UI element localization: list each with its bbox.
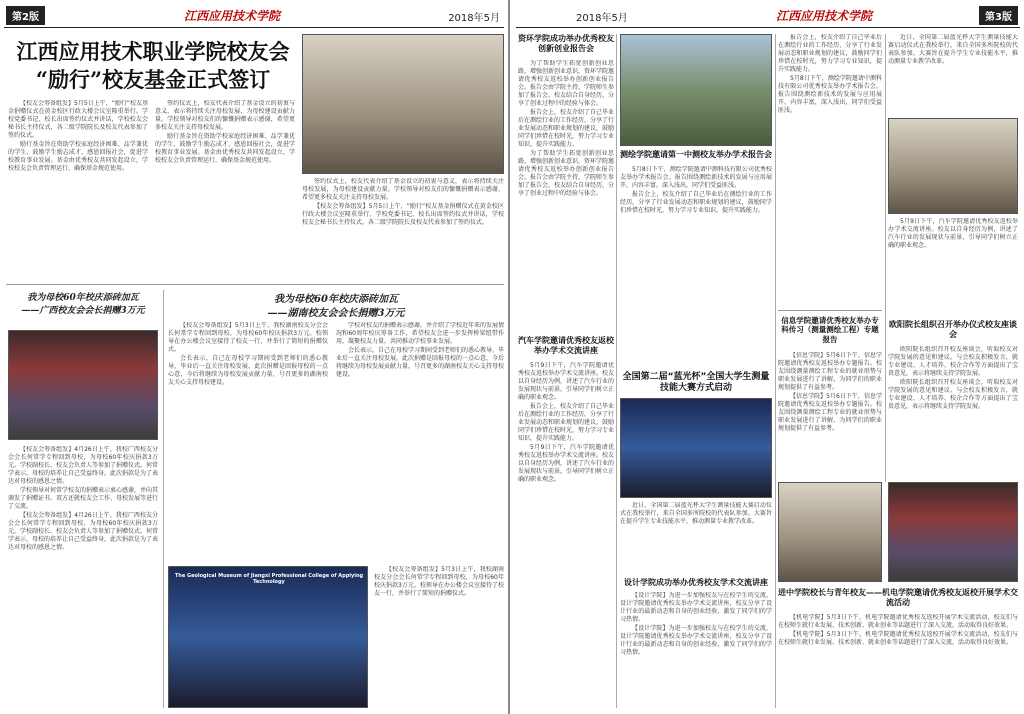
col6-paragraph-2: 【信息学院】5月6日下午，信息学院邀请优秀校友返校举办专题报告。校友围绕测量测绘工程专业的就业形势与职业发展进行了讲解，为同学们的职业规划提供了有益参考。 [778,393,882,432]
col1-paragraph-3: 为了帮助学生拓宽创新创业思路，增强创新创业意识，资环学院邀请优秀校友返校举办创新创业报告会。报告会由学院主持，学院师生参加了报告会。校友结合自身经历，分享了创业过程中的经验与体会。 [518,150,614,197]
story2-paragraph-2: 学校领导对何常学校友的捐赠表示衷心感谢，并向其颁发了捐赠证书。双方还就校友会工作、母校发展等进行了交流。 [8,487,158,510]
seminar-photo [778,482,882,582]
lead-paragraph: 【校友会筹备组发】5月5日上午，“励行”校友基金捐赠仪式在黄金校区行政大楼会议室隆重举行。学校党委书记、校长出席签约仪式并讲话，学校校友会秘书长主持仪式，各二级学院院长及校友代表参加了签约仪式。 [8,100,148,139]
section-divider [6,284,504,285]
col2-paragraph-2: 报告会上，校友介绍了自己毕业后在测绘行业的工作经历，分享了行业发展动态和职业规划的建议，鼓励同学们珍惜在校时光，努力学习专业知识，提升实践能力。 [620,191,772,214]
col6-headline: 信息学院邀请优秀校友举办专科传习（测量测绘工程）专题报告 [781,316,879,344]
lead-article-col1 [8,100,148,280]
story2-kicker-line1: 我为母校60年校庆添砖加瓦 [27,293,139,303]
col8-paragraph-2: 【机电学院】5月3日下午，机电学院邀请优秀校友返校开展学术交流活动，校友们与在校师生就行业发展、技术创新、就业创业等话题进行了深入交流，活动取得良好效果。 [778,631,1018,646]
col1-paragraph-1: 为了帮助学生拓宽创新创业思路，增强创新创业意识，资环学院邀请优秀校友返校举办创新创业报告会。报告会由学院主持，学院师生参加了报告会。校友结合自身经历，分享了创业过程中的经验与体会。 [518,60,614,107]
col3-headline: 汽车学院邀请优秀校友返校举办学术交流讲座 [518,336,614,355]
main-headline-line2: “励行”校友基金正式签订 [35,67,271,92]
col2-continued-paragraph-1: 报告会上，校友介绍了自己毕业后在测绘行业的工作经历，分享了行业发展动态和职业规划的建议，鼓励同学们珍惜在校时光，努力学习专业知识，提升实践能力。 [778,34,882,73]
museum-banner-text: The Geological Museum of Jiangxi Professional College of Applying Technology [174,573,364,585]
lead-paragraph-4: 励行基金旨在资助学校家庭经济困难、品学兼优的学生，鼓励学生励志成才，感恩回报社会，促进学校教育事业发展。基金由优秀校友共同发起设立，学校校友会负责管理运行，确保基金规范使用。 [155,133,295,164]
lead-paragraph-2: 励行基金旨在资助学校家庭经济困难、品学兼优的学生，鼓励学生励志成才，感恩回报社会，促进学校教育事业发展。基金由优秀校友共同发起设立，学校校友会负责管理运行，确保基金规范使用。 [8,141,148,172]
right-page-date: 2018年5月 [576,13,628,24]
right-page-number: 第3版 [979,6,1018,25]
lead-paragraph-5: 签约仪式上，校友代表介绍了基金设立的初衷与意义，表示将持续关注母校发展，为母校建设贡献力量。学校领导对校友们的慷慨捐赠表示感谢，希望更多校友关注支持母校发展。 [302,178,504,201]
col2-headline: 测绘学院邀请第一中测校友举办学术报告会 [620,150,772,159]
col4-paragraph-1: 近日，全国第二届蓝光杯大学生测量技能大赛启动仪式在我校举行，来自全国多所院校的代表队参加。大赛旨在提升学生专业技能水平，推动测量专业教学改革。 [620,502,772,525]
hunan-donation-photo [168,566,368,708]
left-paper-name: 江西应用技术学院 [184,9,281,23]
col2-continued-paragraph-2: 5月8日下午，测绘学院邀请中测科技有限公司优秀校友举办学术报告会。报告围绕测绘新技术的发展与应用展开，内容丰富，深入浅出，同学们受益匪浅。 [778,75,882,114]
right-page [512,0,1024,714]
col4b-text [888,218,1018,314]
col7-paragraph-1: 欧阳院长组织召开校友座谈会，听取校友对学院发展的意见和建议。与会校友积极发言，就专业建设、人才培养、校企合作等方面提出了宝贵意见，表示将继续支持学院发展。 [888,346,1018,377]
col5-headline: 设计学院成功举办优秀校友学术交流讲座 [624,578,768,587]
col8-text [778,614,1018,708]
col4-headline: 全国第二届“蓝光杯”全国大学生测量技能大赛方式启动 [622,372,770,394]
right-column-divider-2 [775,34,776,708]
col3-paragraph-2: 报告会上，校友介绍了自己毕业后在测绘行业的工作经历，分享了行业发展动态和职业规划的建议，鼓励同学们珍惜在校时光，努力学习专业知识，提升实践能力。 [518,403,614,442]
story3-paragraph-1: 【校友会筹备组发】5月3日上午，我校湖南校友分会会长何常学专程回到母校，为母校60年校庆捐款3万元。校领导在办公楼会议室接待了校友一行，并举行了简短的捐赠仪式。 [168,322,328,353]
story3-paragraph-3: 学校对校友的捐赠表示感谢，并介绍了学校近年来的发展情况和60周年校庆筹备工作，希望校友会进一步发挥桥梁纽带作用，凝聚校友力量，共同推动学校事业发展。 [336,322,504,345]
right-column-divider-3 [885,34,886,482]
alumni-meeting-photo [888,482,1018,582]
lead-paragraph-3: 签约仪式上，校友代表介绍了基金设立的初衷与意义，表示将持续关注母校发展，为母校建设贡献力量。学校领导对校友们的慷慨捐赠表示感谢，希望更多校友关注支持母校发展。 [155,100,295,131]
col4-text [620,502,772,572]
col3-paragraph-3: 5月9日下午，汽车学院邀请优秀校友返校举办学术交流讲座。校友以自身经历为例，讲述了汽车行业的发展现状与前景，引导同学们树立正确的职业观念。 [518,444,614,483]
column-divider [163,290,164,708]
col7-headline: 欧阳院长组织召开举办仪式校友座谈会 [889,320,1017,339]
story2-paragraph-1: 【校友会筹备组发】4月26日上午，我校广西校友分会会长何常学专程回到母校，为母校60年校庆捐款3万元。学校副校长、校友会负责人等参加了捐赠仪式。何常学表示，母校的培养让自己受益终身，此次捐款是为了表达对母校的感恩之情。 [8,446,158,485]
col5-text [620,592,772,708]
story3-paragraph-4: 会长表示，自己在母校学习期间受到老师们的悉心教导，毕业后一直关注母校发展，此次捐赠是回报母校的一点心意，今后将继续为母校发展贡献力量，号召更多的湖南校友关心支持母校建设。 [336,347,504,378]
right-page-header [516,4,1020,28]
col2-continued-text [778,34,882,304]
surveying-group-photo [620,34,772,146]
left-page [0,0,510,714]
lecture-hall-photo [888,118,1018,214]
col6-text [778,352,882,478]
contest-launch-photo [620,398,772,498]
left-page-header [4,4,504,28]
col4-continued-paragraph-1: 近日，全国第二届蓝光杯大学生测量技能大赛启动仪式在我校举行，来自全国多所院校的代表队参加。大赛旨在提升学生专业技能水平，推动测量专业教学改革。 [888,34,1018,65]
col2-paragraph-1: 5月8日下午，测绘学院邀请中测科技有限公司优秀校友举办学术报告会。报告围绕测绘新技术的发展与应用展开，内容丰富，深入浅出，同学们受益匪浅。 [620,166,772,189]
col3-paragraph-1: 5月9日下午，汽车学院邀请优秀校友返校举办学术交流讲座。校友以自身经历为例，讲述了汽车行业的发展现状与前景，引导同学们树立正确的职业观念。 [518,362,614,401]
story2-paragraph-3: 【校友会筹备组发】4月26日上午，我校广西校友分会会长何常学专程回到母校，为母校60年校庆捐款3万元。学校副校长、校友会负责人等参加了捐赠仪式。何常学表示，母校的培养让自己受益终身，此次捐款是为了表达对母校的感恩之情。 [8,512,158,551]
col5-paragraph-2: 【设计学院】为进一步加强校友与在校学生的交流，设计学院邀请优秀校友举办学术交流讲座，校友分享了设计行业的最新动态和自身的创业经验，激发了同学们的学习热情。 [620,625,772,656]
col4-continued-text [888,34,1018,114]
right-section-divider [778,310,882,311]
col8-paragraph-1: 【机电学院】5月3日下午，机电学院邀请优秀校友返校开展学术交流活动，校友们与在校师生就行业发展、技术创新、就业创业等话题进行了深入交流，活动取得良好效果。 [778,614,1018,629]
story3-text-col3 [374,566,504,708]
col7-paragraph-2: 欧阳院长组织召开校友座谈会，听取校友对学院发展的意见和建议。与会校友积极发言，就专业建设、人才培养、校企合作等方面提出了宝贵意见，表示将继续支持学院发展。 [888,379,1018,410]
right-column-divider-1 [616,34,617,708]
story3-text-col2 [336,322,504,562]
col6-paragraph-1: 【信息学院】5月6日下午，信息学院邀请优秀校友返校举办专题报告。校友围绕测量测绘工程专业的就业形势与职业发展进行了讲解，为同学们的职业规划提供了有益参考。 [778,352,882,391]
story2-kicker-line2: ——广西校友会会长捐赠3万元 [21,306,145,316]
right-paper-name: 江西应用技术学院 [776,9,873,23]
col4b-paragraph-1: 5月9日下午，汽车学院邀请优秀校友返校举办学术交流讲座。校友以自身经历为例，讲述了汽车行业的发展现状与前景，引导同学们树立正确的职业观念。 [888,218,1018,249]
story3-text-col1 [168,322,328,562]
story2-text [8,446,158,708]
guangxi-donation-photo [8,330,158,440]
left-page-date: 2018年5月 [448,13,500,24]
story3-paragraph-2: 会长表示，自己在母校学习期间受到老师们的悉心教导，毕业后一直关注母校发展，此次捐赠是回报母校的一点心意，今后将继续为母校发展贡献力量，号召更多的湖南校友关心支持母校建设。 [168,355,328,386]
col8-headline: 进中学院校长与青年校友——机电学院邀请优秀校友返校开展学术交流活动 [778,588,1018,607]
story3-kicker-line1: 我为母校60年校庆添砖加瓦 [274,294,398,305]
col2-text [620,166,772,366]
col5-paragraph-1: 【设计学院】为进一步加强校友与在校学生的交流，设计学院邀请优秀校友举办学术交流讲座，校友分享了设计行业的最新动态和自身的创业经验，激发了同学们的学习热情。 [620,592,772,623]
col1-headline: 资环学院成功举办优秀校友创新创业报告会 [518,34,614,53]
left-page-number: 第2版 [6,6,45,25]
signing-ceremony-photo [302,34,504,174]
story3-kicker-line2: ——湖南校友会会长捐赠3万元 [267,308,405,319]
col1-text [518,60,614,330]
lead-article-col3 [302,178,504,280]
lead-paragraph-6: 【校友会筹备组发】5月5日上午，“励行”校友基金捐赠仪式在黄金校区行政大楼会议室隆重举行。学校党委书记、校长出席签约仪式并讲话，学校校友会秘书长主持仪式，各二级学院院长及校友代表参加了签约仪式。 [302,203,504,226]
col3-text [518,362,614,708]
main-headline-line1: 江西应用技术职业学院校友会 [16,39,290,64]
lead-article-col2 [155,100,295,280]
col1-paragraph-2: 报告会上，校友介绍了自己毕业后在测绘行业的工作经历，分享了行业发展动态和职业规划的建议，鼓励同学们珍惜在校时光，努力学习专业知识，提升实践能力。 [518,109,614,148]
col7-text [888,346,1018,476]
story3-paragraph-5: 【校友会筹备组发】5月3日上午，我校湖南校友分会会长何常学专程回到母校，为母校60年校庆捐款3万元。校领导在办公楼会议室接待了校友一行，并举行了简短的捐赠仪式。 [374,566,504,597]
